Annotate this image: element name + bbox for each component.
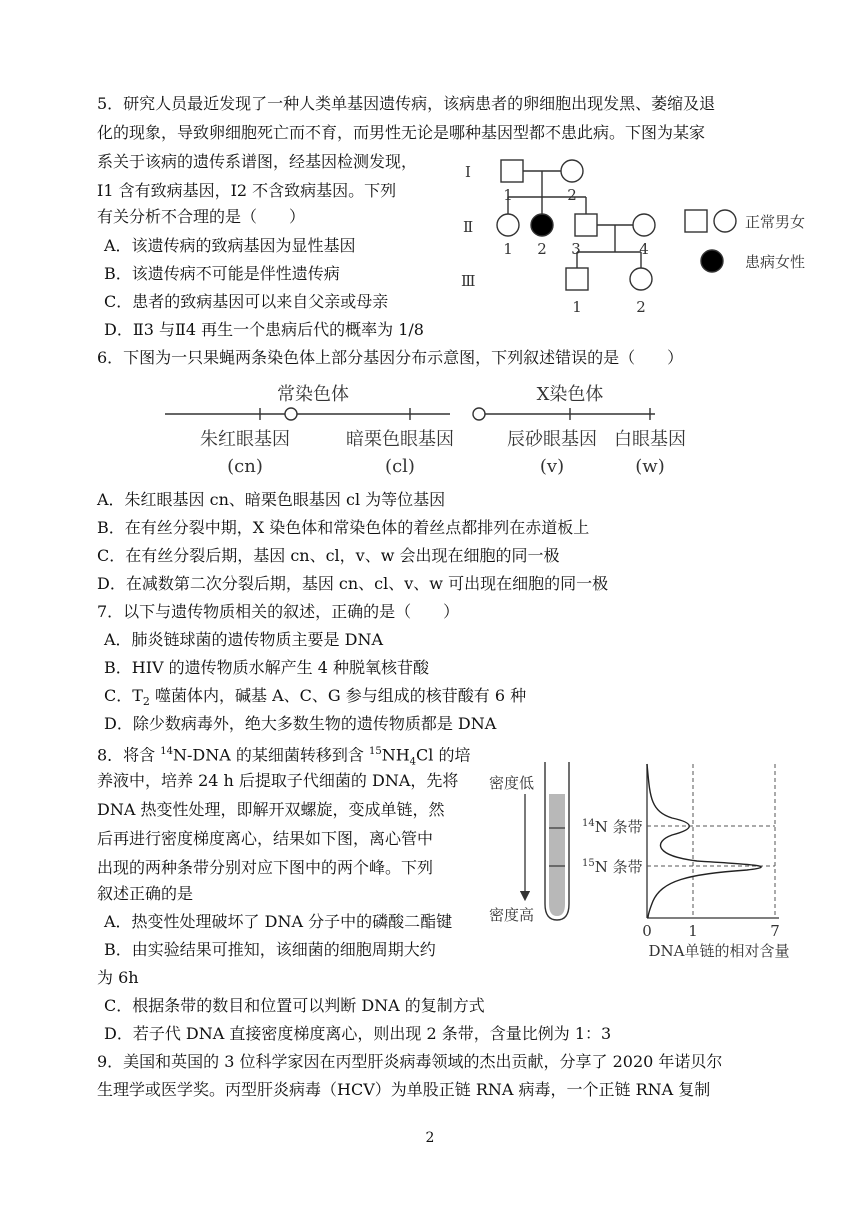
- pedigree-affected-II2: [531, 214, 553, 236]
- q7-option-b: B．HIV 的遗传物质水解产生 4 种脱氧核苷酸: [104, 658, 430, 677]
- gen-III-label: Ⅲ: [461, 272, 476, 290]
- legend-male-symbol: [685, 210, 707, 232]
- q5-option-a: A．该遗传病的致病基因为显性基因: [104, 236, 356, 255]
- q5-stem-line-2: 化的现象，导致卵细胞死亡而不育，而男性无论是哪种基因型都不患此病。下图为某家: [97, 123, 706, 142]
- q7-option-d: D．除少数病毒外，绝大多数生物的遗传物质都是 DNA: [104, 714, 497, 733]
- pedigree-female-III2: [630, 268, 652, 290]
- q9-stem-line-2: 生理学或医学奖。丙型肝炎病毒（HCV）为单股正链 RNA 病毒，一个正链 RNA 复制: [97, 1080, 711, 1099]
- svg-text:7: 7: [770, 922, 780, 940]
- legend-affected-label: 患病女性: [745, 253, 806, 271]
- svg-text:0: 0: [642, 922, 652, 940]
- gen-II-label: Ⅱ: [463, 218, 474, 236]
- density-high-label: 密度高: [489, 906, 535, 924]
- pedigree-male-II3: [575, 214, 597, 236]
- tube-liquid: [549, 794, 565, 916]
- pedigree-female-II4: [633, 214, 655, 236]
- pedigree-male-III1: [566, 268, 588, 290]
- svg-text:(cl): (cl): [385, 456, 415, 477]
- svg-text:1: 1: [503, 186, 513, 204]
- dna-content-curve: [647, 764, 761, 918]
- gen-I-label: Ⅰ: [465, 163, 471, 181]
- svg-text:3: 3: [571, 240, 581, 258]
- svg-text:4: 4: [639, 240, 649, 258]
- x-centromere: [473, 408, 485, 420]
- q7-option-c: C．$T_2$ 噬菌体内，碱基 A、C、G 参与组成的核苷酸有 6 种: [104, 686, 527, 709]
- q6-option-c: C．在有丝分裂后期，基因 cn、cl，v、w 会出现在细胞的同一极: [97, 546, 560, 565]
- q6-stem: 6．下图为一只果蝇两条染色体上部分基因分布示意图，下列叙述错误的是（ ）: [97, 348, 684, 367]
- svg-text:1: 1: [572, 298, 582, 316]
- svg-text:辰砂眼基因: 辰砂眼基因: [507, 429, 597, 450]
- q7-stem: 7．以下与遗传物质相关的叙述，正确的是（ ）: [97, 602, 460, 621]
- pedigree-female-I2: [561, 160, 583, 182]
- q8-stem-line-1: 8．将含 $^{14}$N-DNA 的某细菌转移到含 $^{15}NH_4Cl$ 的培: [97, 745, 471, 768]
- q5-option-c: C．患者的致病基因可以来自父亲或母亲: [104, 292, 389, 311]
- q9-stem-line-1: 9．美国和英国的 3 位科学家因在丙型肝炎病毒领域的杰出贡献，分享了 2020 年诺贝尔: [97, 1052, 723, 1071]
- q8-stem-line-2: 养液中，培养 24 h 后提取子代细菌的 DNA，先将: [97, 771, 459, 790]
- q5-stem-line-5: 有关分析不合理的是（ ）: [97, 207, 306, 226]
- legend-normal-label: 正常男女: [745, 213, 806, 231]
- x-axis-label: DNA单链的相对含量: [648, 942, 790, 960]
- x-chromosome-label: X染色体: [536, 384, 604, 405]
- pedigree-chart: [455, 152, 835, 332]
- q8-stem-line-5: 出现的两种条带分别对应下图中的两个峰。下列: [97, 858, 434, 877]
- pedigree-male-I1: [501, 160, 523, 182]
- q8-stem-line-6: 叙述正确的是: [97, 884, 194, 903]
- svg-text:(w): (w): [635, 456, 665, 477]
- band-15N-label: $^{15}$N 条带: [582, 858, 643, 876]
- q6-option-a: A．朱红眼基因 cn、暗栗色眼基因 cl 为等位基因: [97, 490, 446, 509]
- pedigree-female-II1: [497, 214, 519, 236]
- svg-text:1: 1: [688, 922, 698, 940]
- svg-text:(v): (v): [539, 456, 565, 477]
- svg-text:2: 2: [567, 186, 577, 204]
- q8-option-b-line-2: 为 6h: [97, 968, 139, 987]
- q8-stem-line-3: DNA 热变性处理，即解开双螺旋，变成单链，然: [97, 800, 445, 819]
- q8-option-a: A．热变性处理破坏了 DNA 分子中的磷酸二酯键: [104, 912, 453, 931]
- svg-text:暗栗色眼基因: 暗栗色眼基因: [346, 429, 454, 450]
- svg-text:朱红眼基因: 朱红眼基因: [200, 429, 290, 450]
- chromosome-gene-map: [160, 378, 700, 478]
- page-number: 2: [425, 1130, 435, 1146]
- q7-option-a: A．肺炎链球菌的遗传物质主要是 DNA: [104, 630, 384, 649]
- svg-text:2: 2: [537, 240, 547, 258]
- q8-option-d: D．若子代 DNA 直接密度梯度离心，则出现 2 条带，含量比例为 1：3: [104, 1024, 612, 1043]
- q8-option-c: C．根据条带的数目和位置可以判断 DNA 的复制方式: [104, 996, 485, 1015]
- autosome-label: 常染色体: [277, 384, 349, 405]
- density-gradient-figure: [487, 756, 817, 971]
- autosome-centromere: [285, 408, 297, 420]
- svg-text:白眼基因: 白眼基因: [614, 429, 686, 450]
- band-14N-label: $^{14}$N 条带: [582, 818, 643, 836]
- legend-affected-symbol: [701, 250, 723, 272]
- svg-text:1: 1: [503, 240, 513, 258]
- q5-option-d: D．Ⅱ3 与Ⅱ4 再生一个患病后代的概率为 1/8: [104, 320, 424, 339]
- q5-stem-line-3: 系关于该病的遗传系谱图，经基因检测发现，: [97, 152, 418, 171]
- legend-female-symbol: [714, 210, 736, 232]
- svg-text:2: 2: [636, 298, 646, 316]
- q5-stem-line-4: Ⅰ1 含有致病基因，Ⅰ2 不含致病基因。下列: [97, 181, 397, 200]
- q6-option-d: D．在减数第二次分裂后期，基因 cn、cl、v、w 可出现在细胞的同一极: [97, 574, 609, 593]
- q8-option-b-line-1: B．由实验结果可推知，该细菌的细胞周期大约: [104, 940, 436, 959]
- q5-option-b: B．该遗传病不可能是伴性遗传病: [104, 264, 340, 283]
- svg-text:(cn): (cn): [227, 456, 263, 477]
- q6-option-b: B．在有丝分裂中期，X 染色体和常染色体的着丝点都排列在赤道板上: [97, 518, 590, 537]
- q5-stem-line-1: 5．研究人员最近发现了一种人类单基因遗传病，该病患者的卵细胞出现发黑、萎缩及退: [97, 94, 716, 113]
- q8-stem-line-4: 后再进行密度梯度离心，结果如下图，离心管中: [97, 829, 434, 848]
- density-low-label: 密度低: [489, 774, 535, 792]
